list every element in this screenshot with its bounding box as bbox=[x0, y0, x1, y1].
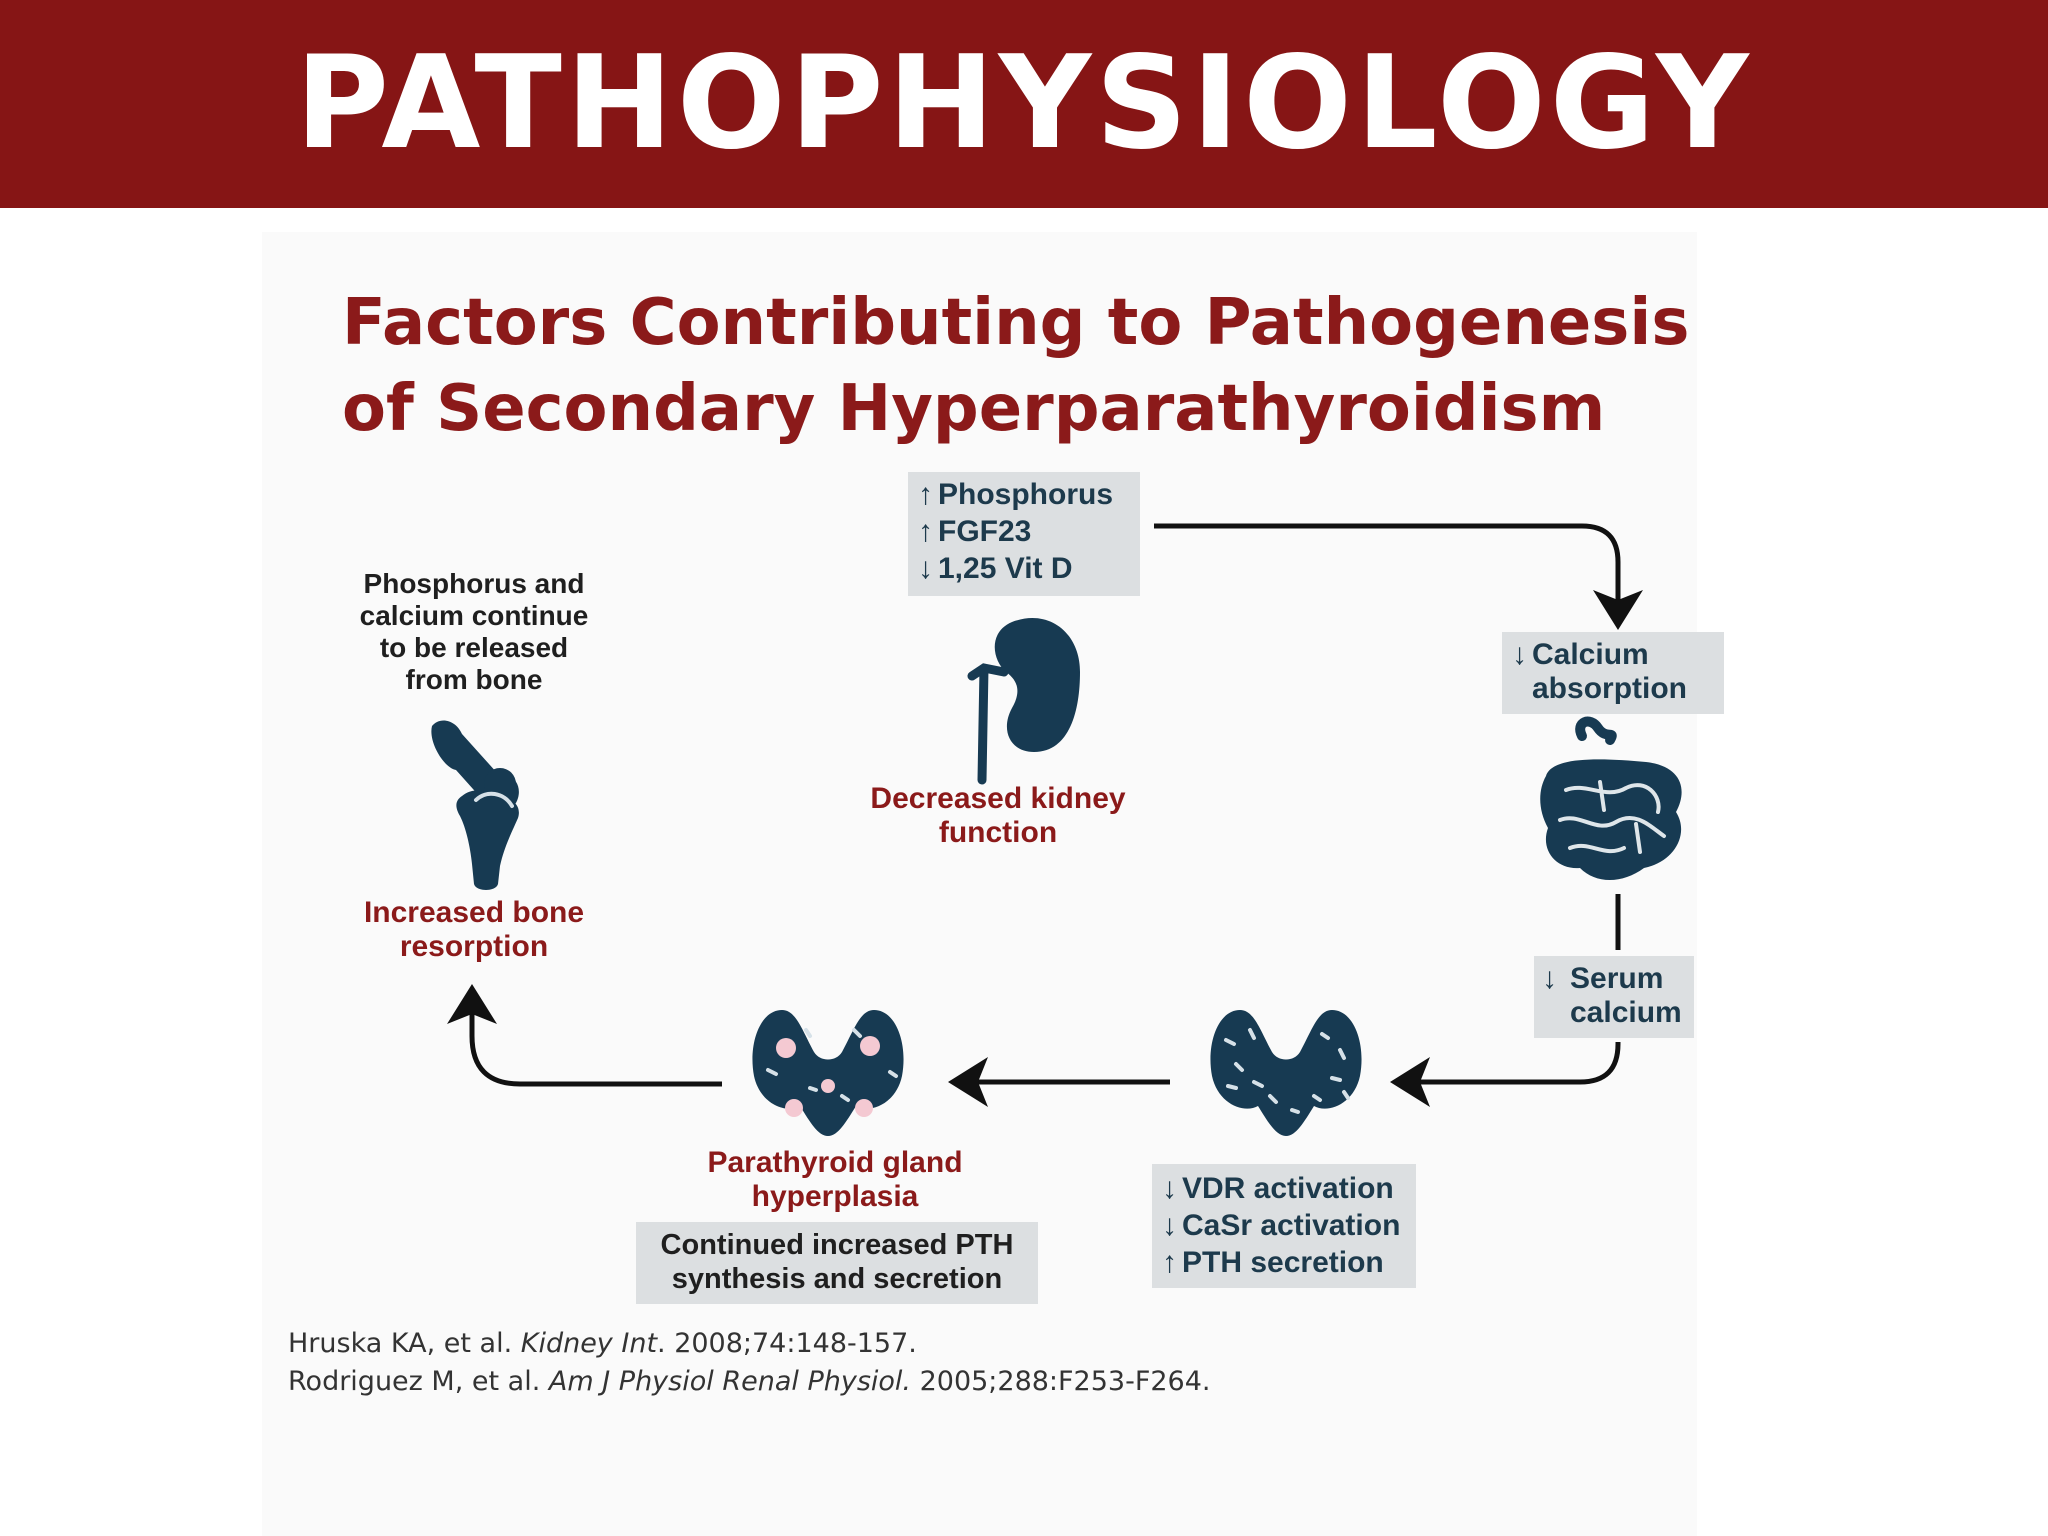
bone-caption: Increased bone resorption bbox=[363, 896, 585, 963]
slide-title: PATHOPHYSIOLOGY bbox=[295, 29, 1753, 178]
factor-vdr: ↓ VDR activation bbox=[1162, 1172, 1394, 1205]
parathyroid-icon bbox=[1210, 1010, 1361, 1136]
calcium-absorption-text: ↓ Calcium absorption bbox=[1512, 638, 1687, 705]
arrow-hyperplasia-to-bone bbox=[472, 994, 722, 1084]
intestine-icon bbox=[1540, 722, 1681, 880]
figure-title-line2: of Secondary Hyperparathyroidism bbox=[342, 372, 1606, 446]
serum-calcium-text: ↓ Serum calcium bbox=[1542, 962, 1682, 1029]
arrow-kidney-to-calcium bbox=[1154, 526, 1618, 620]
kidney-icon bbox=[972, 618, 1080, 780]
factor-phosphorus: ↑ Phosphorus bbox=[918, 478, 1114, 511]
reference-2: Rodriguez M, et al. Am J Physiol Renal Physiol. 2005;288:F253-F264. bbox=[288, 1366, 1211, 1397]
continued-pth-text: Continued increased PTH synthesis and secretion bbox=[660, 1229, 1014, 1295]
hyperplasia-caption: Parathyroid gland hyperplasia bbox=[707, 1146, 963, 1213]
figure-title-line1: Factors Contributing to Pathogenesis bbox=[342, 286, 1690, 360]
factor-vit-d: ↓ 1,25 Vit D bbox=[918, 552, 1073, 585]
parathyroid-hyperplasia-icon bbox=[752, 1010, 903, 1136]
reference-1: Hruska KA, et al. Kidney Int. 2008;74:148-157. bbox=[288, 1328, 917, 1359]
arrow-serum-to-parathyroid bbox=[1400, 1042, 1618, 1082]
bone-joint-icon bbox=[431, 720, 519, 890]
factor-fgf23: ↑ FGF23 bbox=[918, 515, 1032, 548]
factor-casr: ↓ CaSr activation bbox=[1162, 1209, 1401, 1242]
kidney-caption: Decreased kidney function bbox=[870, 782, 1126, 849]
factor-pth: ↑ PTH secretion bbox=[1162, 1246, 1384, 1279]
bone-release-note: Phosphorus and calcium continue to be released from bone bbox=[359, 568, 589, 695]
